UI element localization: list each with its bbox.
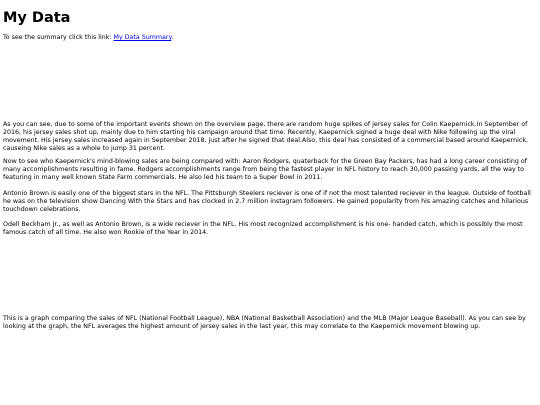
page-title: My Data bbox=[3, 10, 71, 26]
paragraph-rodgers: Now to see who Kaepernick's mind-blowing sales are being compared with: Aaron Rodgers, quaterback for the Green Bay Packers, has had a long career consisting of many accomplishments resulting in fame. Rodgers accomplishments range from being the fastest player in NFL history to reach 30,000 passing yards, all the way to featuring in many well known State Farm commercials. He also led his team to a Super Bowl in 2011. bbox=[3, 158, 527, 182]
paragraph-brown: Antonio Brown is easily one of the biggest stars in the NFL. The Pittsburgh Steelers reciever is one of if not the most talented reciever in the league. Outside of football he was on the television show Dancing With the Stars and has clocked in 2.7 million instagram followers. He gained popularity from his amazing catches and hilarious touchdown celebrations. bbox=[3, 190, 531, 214]
my-data-summary-link[interactable]: My Data Summary bbox=[113, 34, 172, 41]
paragraph-kaepernick: As you can see, due to some of the important events shown on the overview page, there are random huge spikes of jersey sales for Colin Kaepernick.In September of 2016, his jersey sales shot up, mainly due to him starting his campaign around that time. Recently, Kaepernick signed a huge deal with Nike following up the viral movement. His jersey sales increased again in September 2018, just after he signed that deal.Also, this deal has consisted of a commercial based around Kaepernick, causeing Nike sales as a whole to jump 31 percent. bbox=[3, 121, 528, 153]
paragraph-beckham: Odell Beckham Jr., as well as Antonio Brown, is a wide reciever in the NFL. His most recognized accomplishment is his one- handed catch, which is possibly the most famous catch of all time. He also won Rookie of the Year in 2014. bbox=[3, 221, 523, 237]
intro-line bbox=[3, 34, 535, 42]
intro-text: To see the summary click this link: bbox=[3, 34, 114, 41]
paragraph-league-comparison: This is a graph comparing the sales of NFL (National Football League), NBA (National Basketball Association) and the MLB (Major League Baseball). As you can see by looking at the graph, the NFL averages the highest amount of jersey sales in the last year, this may correlate to the Kaepernick movement blowing up. bbox=[3, 315, 526, 331]
intro-period: . bbox=[171, 34, 174, 41]
